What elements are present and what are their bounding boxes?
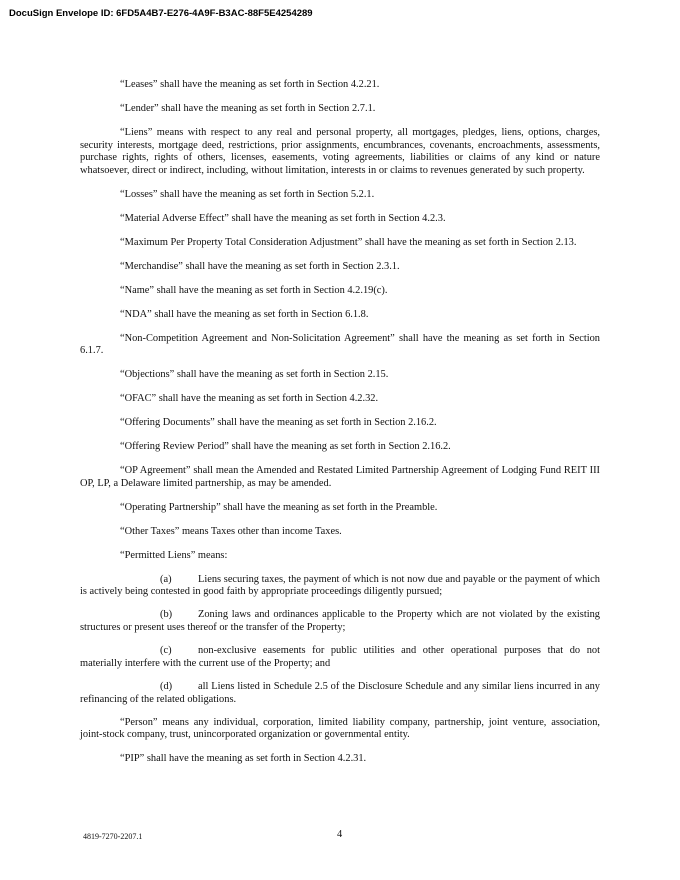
list-item-text: non-exclusive easements for public utilities and other operational purposes that do not materially interfere with the current use of the Property; and: [80, 645, 600, 669]
definition-losses: “Losses” shall have the meaning as set forth in Section 5.2.1.: [120, 188, 375, 200]
list-item-label: (a): [160, 573, 172, 585]
definition-operating-partnership: “Operating Partnership” shall have the meaning as set forth in the Preamble.: [120, 501, 438, 513]
footer-document-id: 4819-7270-2207.1: [83, 832, 143, 841]
definition-non-competition-agreement: “Non-Competition Agreement and Non-Solicitation Agreement” shall have the meaning as set forth in Section 6.1.7.: [80, 332, 600, 357]
definition-permitted-liens: “Permitted Liens” means:: [120, 549, 228, 561]
list-item-text: Zoning laws and ordinances applicable to the Property which are not violated by the existing structures or present uses thereof or the transfer of the Property;: [80, 609, 600, 634]
definition-other-taxes: “Other Taxes” means Taxes other than income Taxes.: [120, 525, 342, 537]
definition-person: “Person” means any individual, corporation, limited liability company, partnership, joint venture, association, joint-stock company, trust, unincorporated organization or governmental entity.: [80, 716, 600, 741]
definition-liens: “Liens” means with respect to any real and personal property, all mortgages, pledges, liens, options, charges, security interests, mortgage deed, restrictions, prior assignments, encumbrances, covenants, encroachments, assessments, purchase rights, rights of others, licenses, easements, voting agreements, liabilities or claims of any kind or nature whatsoever, direct or indirect, including, without limitation, interests in or claims to revenues generated by such property.: [80, 126, 600, 176]
definition-objections: “Objections” shall have the meaning as set forth in Section 2.15.: [120, 369, 389, 381]
permitted-lien-item: [80, 681, 600, 706]
permitted-lien-item: [80, 609, 600, 634]
definition-merchandise: “Merchandise” shall have the meaning as set forth in Section 2.3.1.: [120, 260, 400, 272]
definition-ofac: “OFAC” shall have the meaning as set forth in Section 4.2.32.: [120, 393, 379, 405]
envelope-id-header: DocuSign Envelope ID: 6FD5A4B7-E276-4A9F-B3AC-88F5E4254289: [9, 8, 313, 19]
document-body: [80, 79, 600, 777]
definition-nda: “NDA” shall have the meaning as set forth in Section 6.1.8.: [120, 308, 369, 320]
list-item-text: Liens securing taxes, the payment of which is not now due and payable or the payment of which is actively being contested in good faith by appropriate proceedings diligently pursued;: [80, 573, 600, 598]
definition-offering-review-period: “Offering Review Period” shall have the meaning as set forth in Section 2.16.2.: [120, 441, 451, 453]
list-item-text: all Liens listed in Schedule 2.5 of the Disclosure Schedule and any similar liens incurred in any refinancing of the related obligations.: [80, 681, 600, 705]
list-item-label: (b): [160, 609, 173, 621]
permitted-lien-item: [80, 574, 600, 599]
definition-offering-documents: “Offering Documents” shall have the meaning as set forth in Section 2.16.2.: [120, 417, 437, 429]
definition-maximum-per-property: “Maximum Per Property Total Consideration Adjustment” shall have the meaning as set forth in Section 2.13.: [120, 236, 577, 248]
list-item-label: (d): [160, 681, 173, 693]
definition-name: “Name” shall have the meaning as set forth in Section 4.2.19(c).: [120, 284, 388, 296]
definition-leases: “Leases” shall have the meaning as set forth in Section 4.2.21.: [120, 79, 380, 90]
definition-pip: “PIP” shall have the meaning as set forth in Section 4.2.31.: [120, 753, 367, 765]
list-item-label: (c): [160, 645, 172, 657]
page-number: 4: [337, 829, 343, 840]
definition-lender: “Lender” shall have the meaning as set forth in Section 2.7.1.: [120, 102, 376, 114]
definition-op-agreement: “OP Agreement” shall mean the Amended and Restated Limited Partnership Agreement of Lodging Fund REIT III OP, LP, a Delaware limited partnership, as may be amended.: [80, 465, 600, 489]
permitted-lien-item: [80, 645, 600, 670]
definition-material-adverse-effect: “Material Adverse Effect” shall have the meaning as set forth in Section 4.2.3.: [120, 212, 446, 224]
